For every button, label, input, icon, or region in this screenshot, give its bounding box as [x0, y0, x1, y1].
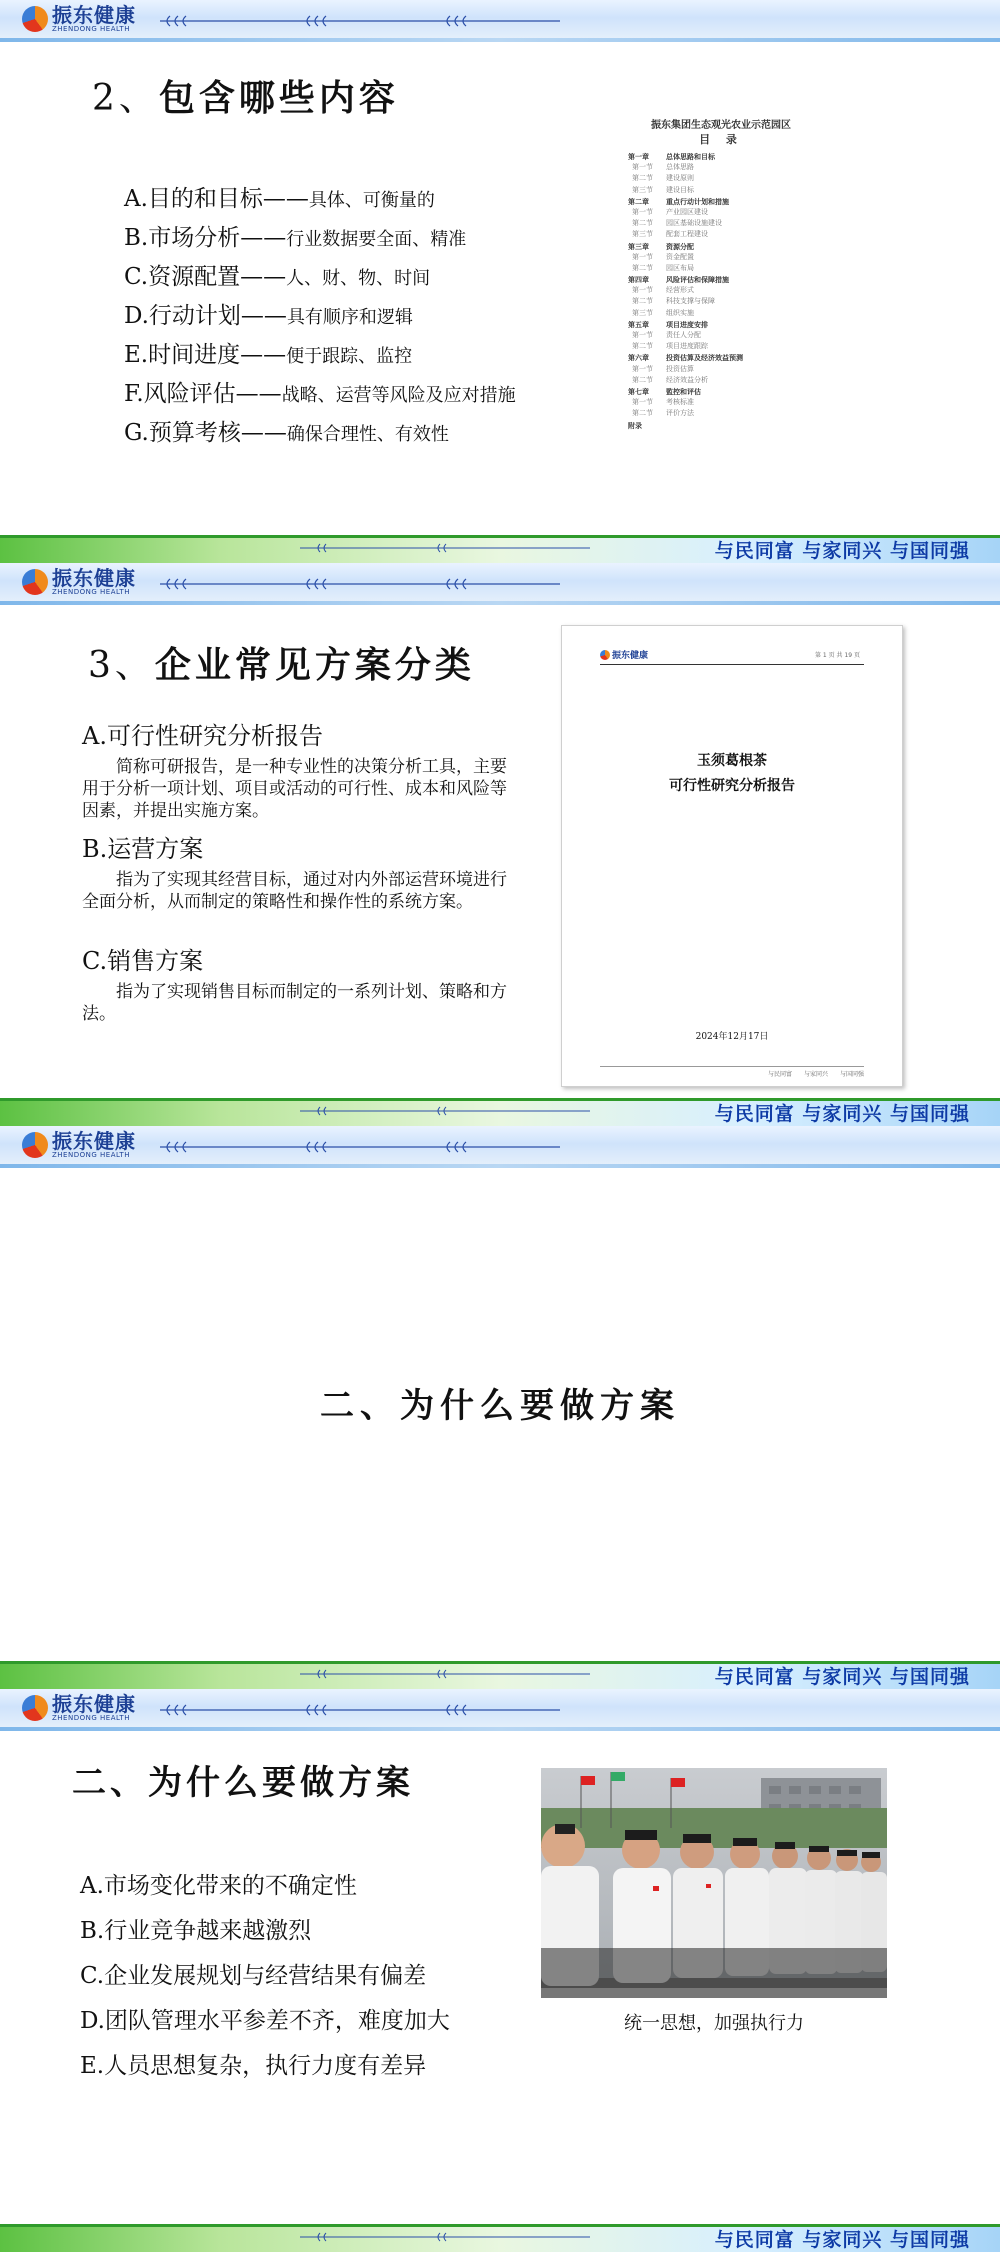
toc-row: 第一节 考核标准: [632, 398, 694, 407]
report-subtitle: 可行性研究分析报告: [669, 778, 795, 794]
slide-section-divider: [0, 1126, 1000, 1689]
toc-row: 第二节 科技支撑与保障: [632, 297, 715, 306]
list-item: G.预算考核——确保合理性、有效性: [124, 420, 449, 446]
section-title: 二、为什么要做方案: [320, 1386, 680, 1426]
header-bar: [0, 563, 1000, 603]
list-item: E.人员思想复杂，执行力度有差异: [80, 2053, 427, 2079]
brand-logo: 振东健康 ZHENDONG HEALTH: [22, 1693, 136, 1723]
list-item: A.目的和目标——具体、可衡量的: [124, 186, 435, 212]
section-heading-feasibility: A.可行性研究分析报告: [82, 722, 323, 750]
toc-row: 第三节 组织实施: [632, 308, 694, 317]
toc-row: 第二章 重点行动计划和措施: [628, 196, 729, 206]
section-heading-sales: C.销售方案: [82, 947, 204, 975]
section-body-feasibility: 简称可研报告，是一种专业性的决策分析工具，主要用于分析一项计划、项目或活动的可行性、成本和风险等因素，并提出实施方案。: [82, 757, 507, 821]
toc-row: 第一节 总体思路: [632, 163, 694, 172]
toc-row: 第三章 资源分配: [628, 241, 694, 251]
toc-row: 第一节 产业园区建设: [632, 207, 708, 216]
footer-bar: [0, 1661, 1000, 1689]
decorative-pattern: [160, 14, 560, 28]
footer-bar: [0, 1098, 1000, 1126]
toc-row: 第三节 建设目标: [632, 185, 694, 194]
page-title: 2、包含哪些内容: [92, 78, 399, 119]
logo-icon: 振东健康: [600, 648, 648, 661]
toc-row: 第七章 監控和评估: [628, 386, 701, 396]
header-bar: [0, 1126, 1000, 1166]
logo-icon: [22, 1695, 48, 1721]
brand-logo: 振东健康 ZHENDONG HEALTH: [22, 1130, 136, 1160]
toc-row: 第一节 投资估算: [632, 364, 694, 373]
footer-bar: [0, 535, 1000, 563]
slide-contents: [0, 0, 1000, 563]
toc-row: 第一章 总体思路和目标: [628, 152, 715, 161]
toc-row: 第六章 投资估算及经济效益预测: [628, 353, 743, 363]
toc-row: 第三节 配套工程建设: [632, 230, 708, 239]
decorative-pattern: [160, 1140, 560, 1154]
list-item: B.市场分析——行业数据要全面、精准: [124, 225, 467, 251]
list-item: E.时间进度——便于跟踪、监控: [124, 342, 413, 368]
team-photo: [541, 1768, 887, 1998]
toc-row: 第二节 建设原则: [632, 174, 694, 183]
toc-row: 第一节 责任人分配: [632, 331, 701, 339]
footer-slogan: 与民同富 与家同兴 与国同强: [714, 1666, 970, 1688]
section-body-operations: 指为了实现其经营目标，通过对内外部运营环境进行全面分析，从而制定的策略性和操作性的系统方案。: [82, 870, 507, 912]
logo-icon: [22, 1132, 48, 1158]
footer-slogan: 与民同富 与家同兴 与国同强: [714, 540, 970, 562]
toc-row: 第五章 项目进度安排: [628, 319, 708, 329]
list-item: F.风险评估——战略、运营等风险及应对措施: [124, 381, 516, 407]
report-title: 玉须葛根茶: [697, 753, 767, 769]
list-item: B.行业竞争越来越激烈: [80, 1918, 312, 1944]
list-item: C.企业发展规划与经营结果有偏差: [80, 1963, 427, 1989]
header-bar: [0, 1689, 1000, 1729]
table-of-contents-image: 振东集团生态观光农业示范园区 目 录 第一章 总体思路和目标 第一节 总体思路 第二节 建设原则 第三节 建设目标 第二章 重点行动计划和措施 第一节 产业园区建设 第二节 园区基础设施建设 第三节 配套工程建设 第三章 资源分配 第一节 资金配置 第二节 园区布局 第四章 风险评估和保障措施 第一节 经营形式 第二节 科技支撑与保障 第三节 组织实施 第五章 项目进度安排 第一节 责任人分配 第二节 项目进度跟踪 第六章 投资估算及经济效益预测 第一节 投资估算 第二节 经济效益分析 第七章 監控和评估 第一节 考核标准 第二节 评价方法 附录: [606, 116, 836, 470]
list-item: D.团队管理水平参差不齐，难度加大: [80, 2008, 450, 2034]
logo-icon: [22, 569, 48, 595]
toc-row: 第一节 经营形式: [632, 286, 694, 295]
section-heading-operations: B.运营方案: [82, 835, 204, 863]
decorative-pattern: [160, 1703, 560, 1717]
contents-list: [124, 180, 516, 453]
photo-caption: 统一思想，加强执行力: [624, 2013, 804, 2034]
section-body-sales: 指为了实现销售目标而制定的一系列计划、策略和方法。: [82, 982, 507, 1024]
decorative-pattern: [160, 577, 560, 591]
brand-logo: 振东健康 ZHENDONG HEALTH: [22, 4, 136, 34]
report-cover-image: 振东健康 第 1 页 共 19 页 玉须葛根茶 可行性研究分析报告 2024年12月17日 与民同富 与家同兴 与国同强: [561, 625, 903, 1087]
toc-row: 第四章 风险评估和保障措施: [628, 275, 729, 285]
brand-logo: 振东健康 ZHENDONG HEALTH: [22, 567, 136, 597]
page-title: 3、企业常见方案分类: [88, 645, 475, 686]
header-bar: [0, 0, 1000, 40]
page-title: 二、为什么要做方案: [72, 1763, 414, 1803]
footer-slogan: 与民同富 与家同兴 与国同强: [714, 2229, 970, 2251]
toc-row: 第二节 园区布局: [632, 263, 694, 272]
list-item: C.资源配置——人、财、物、时间: [124, 264, 431, 290]
toc-row: 第二节 经济效益分析: [632, 375, 708, 384]
list-item: D.行动计划——具有顺序和逻辑: [124, 303, 413, 329]
slide-categories: [0, 563, 1000, 1126]
reasons-list: [80, 1864, 450, 2089]
report-date: 2024年12月17日: [695, 1032, 769, 1042]
toc-row: 第二节 评价方法: [632, 409, 694, 418]
toc-row: 第一节 资金配置: [632, 252, 694, 261]
footer-bar: [0, 2224, 1000, 2252]
toc-row: 第二节 园区基础设施建设: [632, 219, 722, 228]
logo-icon: [22, 6, 48, 32]
report-footer: 与民同富 与家同兴 与国同强: [600, 1066, 864, 1078]
list-item: A.市场变化带来的不确定性: [80, 1873, 357, 1899]
toc-row: 第二节 项目进度跟踪: [632, 342, 708, 351]
slide-reasons: [0, 1689, 1000, 2252]
footer-slogan: 与民同富 与家同兴 与国同强: [714, 1103, 970, 1125]
toc-row: 附录: [628, 420, 642, 430]
